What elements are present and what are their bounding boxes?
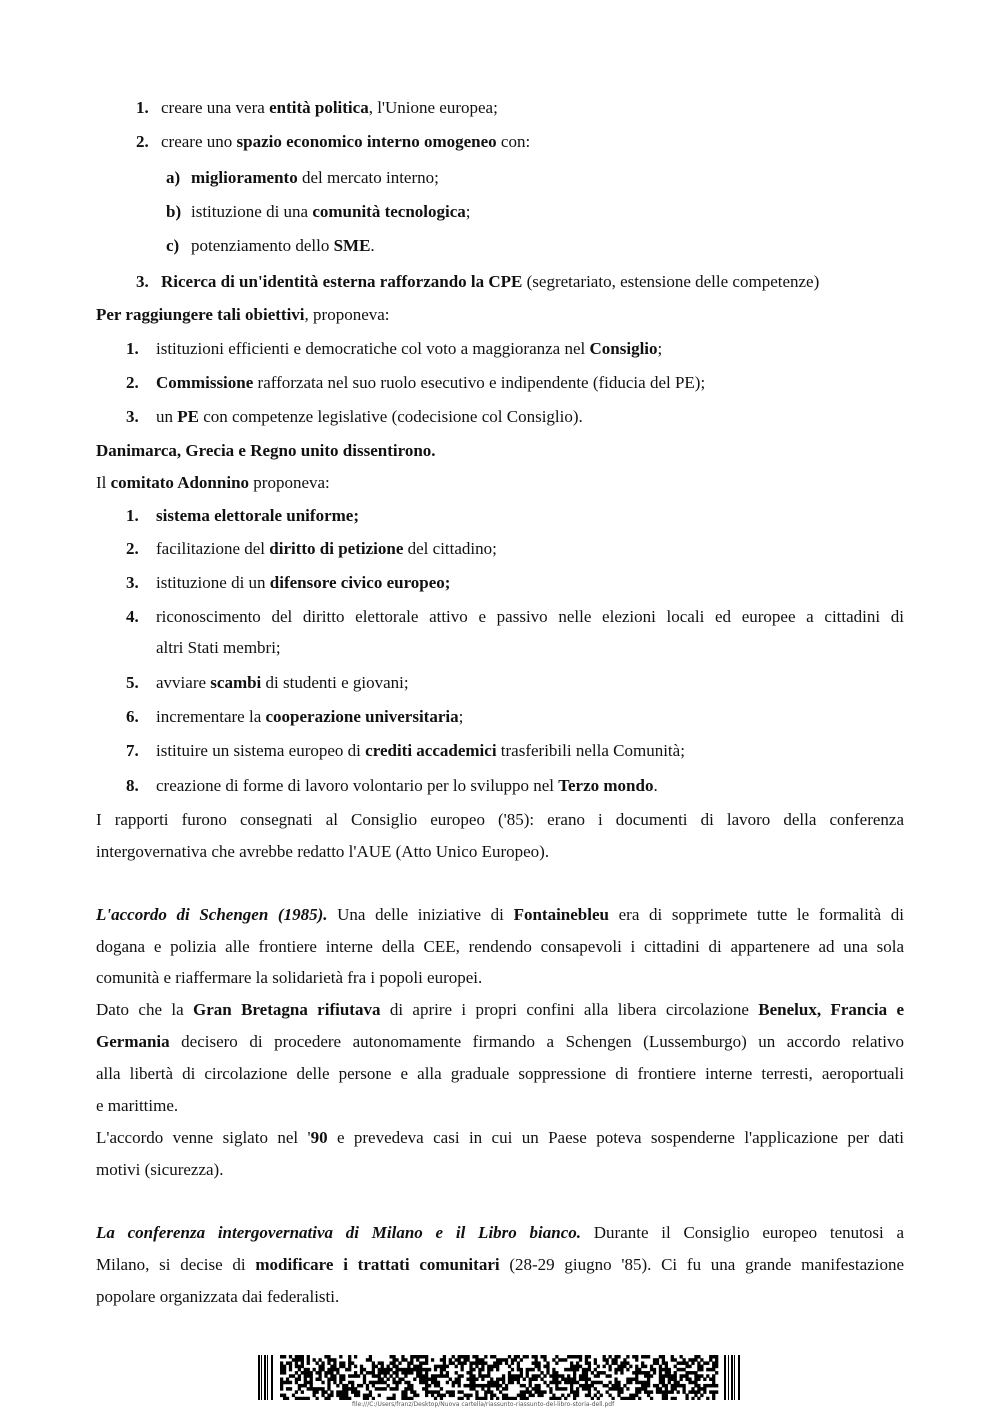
schengen-line: L'accordo venne siglato nel '90 e prevedeva casi in cui un Paese poteva sospenderne l'applicazione per dati [96,1128,904,1147]
list-item: creare uno spazio economico interno omogeneo con: [161,132,531,151]
list-item: Commissione rafforzata nel suo ruolo esecutivo e indipendente (fiducia del PE); [156,373,706,392]
list-number: 1. [136,98,149,117]
list-item: istituire un sistema europeo di crediti accademici trasferibili nella Comunità; [156,741,685,760]
list-number: 3. [136,272,149,291]
list-item: incrementare la cooperazione universitaria; [156,707,464,726]
sublist-letter: a) [166,168,181,187]
list-item: Ricerca di un'identità esterna rafforzando la CPE (segretariato, estensione delle competenze) [161,272,820,291]
milano-line: Milano, si decise di modificare i trattati comunitari (28-29 giugno '85). Ci fu una grande manifestazione [96,1255,904,1274]
footer-url: file:///C:/Users/franz/Desktop/Nuova cartella/riassunto-riassunto-del-libro-storia-dell.pdf [352,1401,615,1408]
paragraph-line: intergovernativa che avrebbe redatto l'AUE (Atto Unico Europeo). [96,842,550,861]
schengen-line: e marittime. [96,1096,179,1115]
list-number: 3. [126,407,139,426]
milano-line: La conferenza intergovernativa di Milano e il Libro bianco. Durante il Consiglio europeo tenutosi a [96,1223,904,1242]
list-number: 6. [126,707,139,726]
sublist-item: miglioramento del mercato interno; [191,168,439,187]
list-item: istituzione di un difensore civico europeo; [156,573,451,592]
list-item: avviare scambi di studenti e giovani; [156,673,409,692]
list-item: creare una vera entità politica, l'Unione europea; [161,98,498,117]
list-number: 2. [136,132,149,151]
schengen-line: Dato che la Gran Bretagna rifiutava di aprire i propri confini alla libera circolazione Benelux, Francia e [96,1000,905,1019]
barcode-image [258,1355,740,1400]
list-item: riconoscimento del diritto elettorale attivo e passivo nelle elezioni locali ed europee a cittadini di [156,607,904,626]
schengen-line: dogana e polizia alle frontiere interne della CEE, rendendo consapevoli i cittadini di appartenere ad una sola [96,937,904,956]
list-item: facilitazione del diritto di petizione del cittadino; [156,539,497,558]
list-number: 4. [126,607,139,626]
schengen-line: L'accordo di Schengen (1985). Una delle iniziative di Fontainebleu era di sopprimete tutte le formalità di [96,905,904,924]
list-number: 2. [126,539,139,558]
schengen-line: comunità e riaffermare la solidarietà fra i popoli europei. [96,968,483,987]
list-item: istituzioni efficienti e democratiche col voto a maggioranza nel Consiglio; [156,339,663,358]
schengen-line: alla libertà di circolazione delle persone e alla graduale soppressione di frontiere interne terresti, aeroportuali [96,1064,904,1083]
list-number: 3. [126,573,139,592]
list-item: un PE con competenze legislative (codecisione col Consiglio). [156,407,583,426]
sublist-item: potenziamento dello SME. [191,236,375,255]
milano-line: popolare organizzata dai federalisti. [96,1287,340,1306]
schengen-line: motivi (sicurezza). [96,1160,224,1179]
paragraph: Il comitato Adonnino proponeva: [96,473,330,492]
schengen-line: Germania decisero di procedere autonomamente firmando a Schengen (Lussemburgo) un accordo relativo [96,1032,904,1051]
list-number: 8. [126,776,139,795]
list-item-continuation: altri Stati membri; [156,638,281,657]
list-item: creazione di forme di lavoro volontario per lo sviluppo nel Terzo mondo. [156,776,658,795]
paragraph: Per raggiungere tali obiettivi, proponeva: [96,305,390,324]
list-number: 1. [126,339,139,358]
list-number: 2. [126,373,139,392]
list-item: sistema elettorale uniforme; [156,506,359,525]
paragraph-line: I rapporti furono consegnati al Consiglio europeo ('85): erano i documenti di lavoro della conferenza [96,810,904,829]
dissent-line: Danimarca, Grecia e Regno unito dissentirono. [96,441,436,460]
list-number: 7. [126,741,139,760]
sublist-item: istituzione di una comunità tecnologica; [191,202,471,221]
sublist-letter: b) [166,202,182,221]
list-number: 5. [126,673,139,692]
list-number: 1. [126,506,139,525]
sublist-letter: c) [166,236,180,255]
